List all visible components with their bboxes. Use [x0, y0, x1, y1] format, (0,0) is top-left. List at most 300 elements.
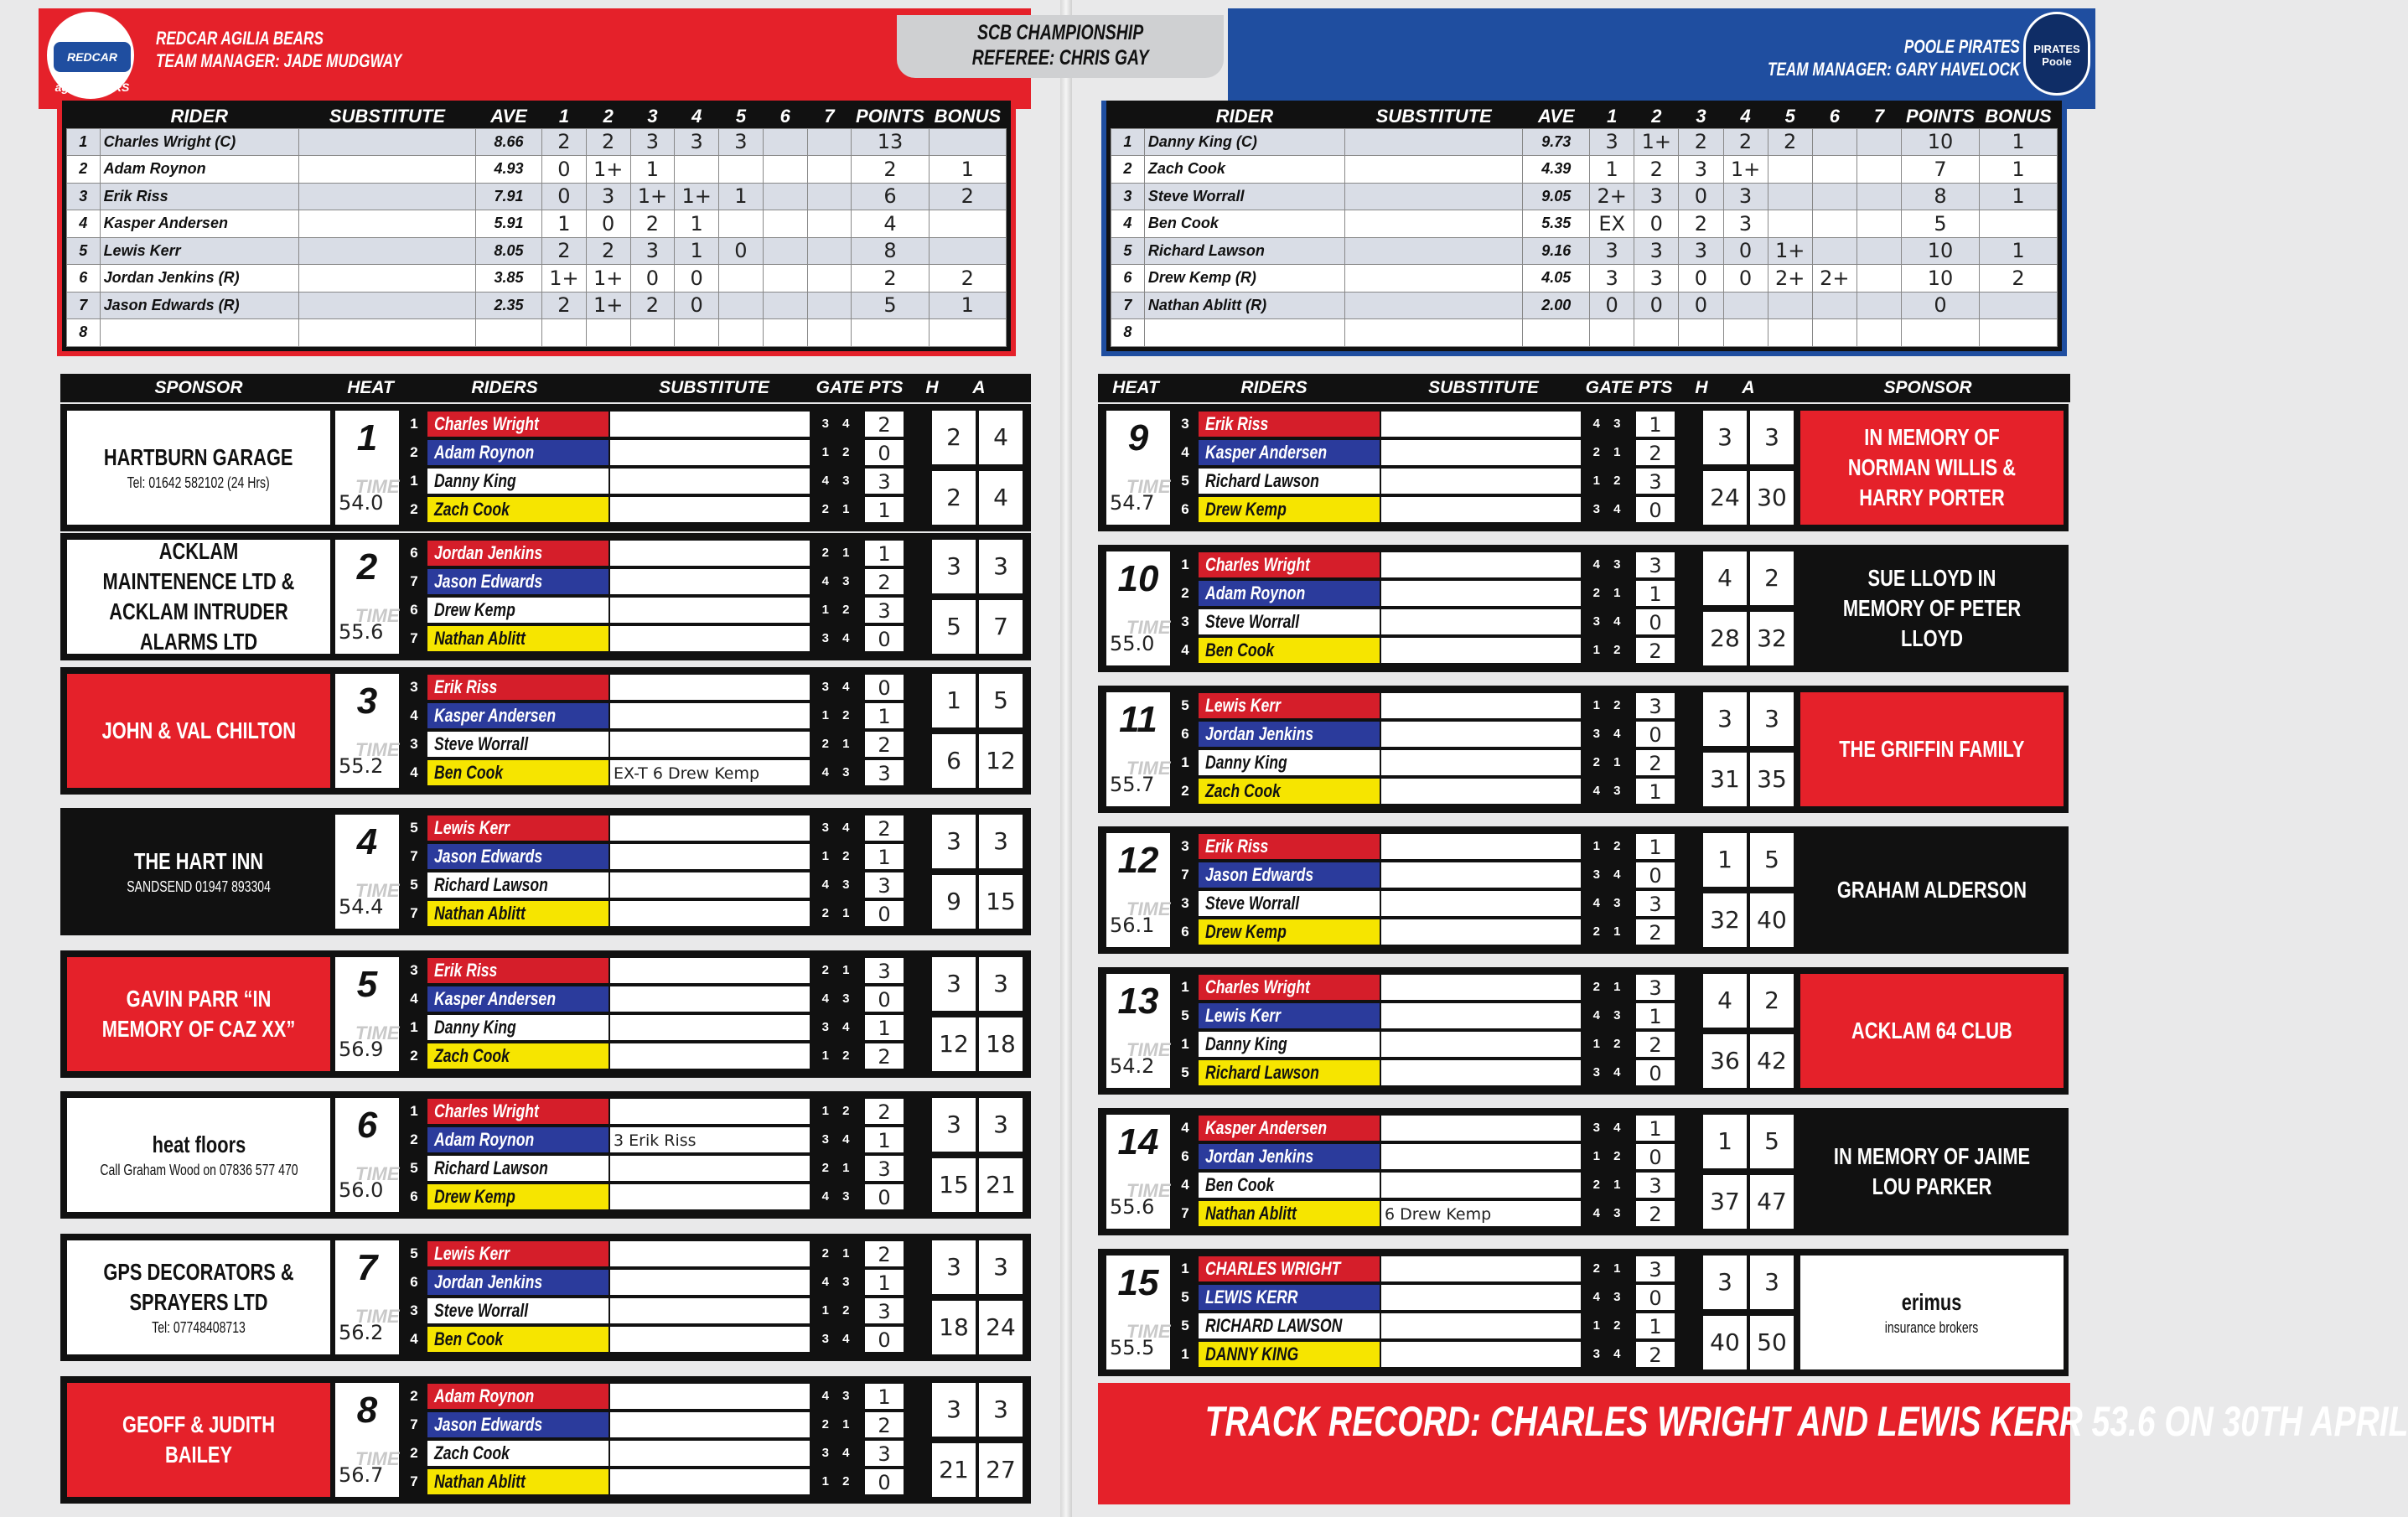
rider-name-blue-helmet — [1199, 722, 1380, 747]
helmet-number: 3 — [410, 679, 418, 695]
time-label: TIME — [1126, 758, 1171, 779]
helmet-number: 4 — [410, 707, 418, 723]
average-cell: 4.05 — [1523, 265, 1590, 293]
rider-number: 3 — [1111, 183, 1145, 210]
heat-time: 56.0 — [339, 1178, 384, 1202]
home-running-total: 28 — [1703, 612, 1747, 665]
rider-points: 3 — [865, 760, 904, 785]
rider-row — [1173, 637, 1685, 664]
rider-points: 0 — [865, 901, 904, 926]
rider-name-blue-helmet — [427, 569, 608, 594]
rider-points: 0 — [1636, 722, 1675, 747]
rider-name: Jordan Jenkins — [1205, 723, 1314, 744]
rider-name-white-helmet — [427, 732, 608, 757]
table-row — [67, 183, 1007, 210]
heat-score-cell — [630, 319, 675, 347]
rider-name: Kasper Andersen — [434, 705, 557, 726]
away-heat-score: 3 — [979, 1240, 1023, 1294]
rider-name: Lewis Kerr — [1205, 1005, 1281, 1026]
rider-row — [402, 468, 914, 494]
heat-riders — [1173, 1256, 1685, 1369]
substitute-cell — [1381, 1144, 1581, 1169]
heat-number-box — [334, 674, 399, 788]
rider-name: Kasper Andersen — [434, 988, 557, 1009]
away-running-total: 12 — [979, 734, 1023, 788]
poole-rider-table — [1111, 105, 2058, 347]
rider-points: 3 — [865, 1298, 904, 1323]
rider-points: 1 — [865, 541, 904, 566]
gate-numbers: 2 1 — [821, 1161, 855, 1175]
substitute-cell — [610, 412, 810, 437]
heat-score-cell — [586, 319, 630, 347]
substitute-cell — [610, 626, 810, 651]
col-riders: RIDERS — [471, 378, 538, 397]
col-header: 7 — [1856, 105, 1901, 128]
away-heat-score: 5 — [1750, 1115, 1794, 1168]
col-header: 5 — [1768, 105, 1812, 128]
rider-name-blue-helmet — [427, 440, 608, 465]
rider-row — [402, 1297, 914, 1324]
time-label: TIME — [355, 739, 400, 760]
substitute-cell — [610, 469, 810, 494]
bonus-cell: 1 — [929, 156, 1006, 184]
heat-score-cell: 3 — [1590, 128, 1634, 156]
heat-score-cell: 1 — [630, 156, 675, 184]
away-running-total: 18 — [979, 1017, 1023, 1071]
rider-points: 2 — [865, 815, 904, 841]
rider-row — [1173, 1031, 1685, 1058]
heat-score-cell — [1812, 292, 1856, 319]
helmet-number: 7 — [410, 573, 418, 589]
rider-name-red-helmet — [1199, 975, 1380, 1000]
sponsor-panel — [1800, 1256, 2064, 1369]
rider-name: Zach Cook — [1144, 156, 1344, 184]
rider-row — [402, 496, 914, 523]
gate-numbers: 4 3 — [821, 765, 855, 779]
col-header: 6 — [1812, 105, 1856, 128]
helmet-number: 3 — [410, 1302, 418, 1318]
gate-numbers: 3 4 — [821, 631, 855, 645]
rider-row — [1173, 1143, 1685, 1170]
away-heat-score: 5 — [979, 674, 1023, 727]
rider-name: Richard Lawson — [1205, 1062, 1319, 1083]
substitute-cell — [610, 569, 810, 594]
track-record-text: TRACK RECORD: CHARLES WRIGHT AND LEWIS KERR 53.6 ON 30TH APRIL — [1204, 1398, 2408, 1445]
col-no — [67, 105, 101, 128]
home-running-total: 37 — [1703, 1175, 1747, 1229]
sponsor-detail: SANDSEND 01947 893304 — [127, 878, 271, 895]
rider-row — [1173, 692, 1685, 719]
rider-name: CHARLES WRIGHT — [1205, 1258, 1341, 1279]
substitute-cell — [610, 703, 810, 728]
helmet-number: 3 — [410, 736, 418, 752]
helmet-number: 1 — [1181, 1346, 1189, 1362]
rider-name: Lewis Kerr — [434, 817, 510, 838]
average-cell — [475, 319, 541, 347]
heat-number-box — [334, 411, 399, 525]
rider-name: Steve Worrall — [1205, 611, 1300, 632]
heat-score-cell — [1812, 183, 1856, 210]
heat-score-cell — [1856, 319, 1901, 347]
helmet-number: 5 — [1181, 697, 1189, 713]
gate-numbers: 2 1 — [1592, 755, 1626, 769]
helmet-number: 7 — [410, 848, 418, 864]
average-cell: 5.35 — [1523, 210, 1590, 238]
heat-score-cell: 3 — [675, 128, 719, 156]
heat-score-cell: 0 — [675, 292, 719, 319]
rider-name: Lewis Kerr — [434, 1243, 510, 1264]
substitute-cell — [610, 844, 810, 869]
home-running-total: 36 — [1703, 1034, 1747, 1088]
rider-name: Zach Cook — [1205, 780, 1281, 801]
rider-name-yellow-helmet — [427, 626, 608, 651]
rider-name-red-helmet — [1199, 412, 1380, 437]
heat-score-cell — [807, 128, 852, 156]
heat-time: 55.6 — [339, 620, 384, 644]
heat-score-cell — [719, 210, 764, 238]
home-heat-score: 3 — [932, 1098, 976, 1152]
rider-name: Ben Cook — [1144, 210, 1344, 238]
substitute-cell — [1381, 581, 1581, 606]
away-heat-score: 3 — [1750, 1256, 1794, 1309]
heat-score-cell: 0 — [1723, 265, 1768, 293]
rider-name: Kasper Andersen — [1205, 442, 1328, 463]
substitute-cell: 3 Erik Riss — [610, 1127, 810, 1152]
gate-numbers: 2 1 — [821, 737, 855, 751]
col-pts: PTS — [868, 378, 904, 397]
home-running-total: 21 — [932, 1443, 976, 1497]
heat-score-cell — [1768, 319, 1812, 347]
helmet-number: 2 — [410, 1388, 418, 1404]
rider-name-white-helmet — [427, 1156, 608, 1181]
rider-name: Charles Wright (C) — [100, 128, 298, 156]
helmet-number: 6 — [410, 1188, 418, 1204]
col-header: 1 — [1590, 105, 1634, 128]
heat-score-cell: 1+ — [630, 183, 675, 210]
heat-score-cell: 3 — [1723, 183, 1768, 210]
gate-numbers: 1 2 — [1592, 1318, 1626, 1333]
substitute-cell — [1381, 891, 1581, 916]
substitute-cell — [610, 1298, 810, 1323]
home-running-total: 9 — [932, 875, 976, 929]
points-cell: 13 — [852, 128, 929, 156]
substitute-cell — [610, 958, 810, 983]
substitute-cell — [610, 440, 810, 465]
rider-points: 2 — [1636, 638, 1675, 663]
rider-row — [402, 411, 914, 437]
col-sponsor: SPONSOR — [154, 378, 243, 397]
sponsor-panel — [67, 1383, 330, 1497]
heat-score-cell — [807, 292, 852, 319]
gate-numbers: 1 2 — [1592, 698, 1626, 712]
heat-score-cell — [763, 210, 807, 238]
col-header: 5 — [719, 105, 764, 128]
bonus-cell — [929, 237, 1006, 265]
substitute-cell — [610, 541, 810, 566]
col-header: 3 — [1679, 105, 1723, 128]
average-cell: 9.16 — [1523, 237, 1590, 265]
heat-score-cell — [1812, 210, 1856, 238]
substitute-cell — [298, 292, 475, 319]
col-h: H — [925, 378, 939, 397]
substitute-cell — [298, 265, 475, 293]
rider-row — [402, 843, 914, 870]
heat-score-cell — [807, 237, 852, 265]
rider-name: Zach Cook — [434, 499, 510, 520]
home-running-total: 24 — [1703, 471, 1747, 525]
rider-name-white-helmet — [427, 598, 608, 623]
average-cell: 9.73 — [1523, 128, 1590, 156]
heat-score-cell: 2+ — [1768, 265, 1812, 293]
helmet-number: 5 — [1181, 1318, 1189, 1333]
heat-card-13 — [1098, 967, 2069, 1095]
helmet-number: 5 — [410, 1160, 418, 1176]
substitute-cell — [1381, 750, 1581, 775]
heat-number: 7 — [356, 1247, 378, 1288]
heat-time: 56.9 — [339, 1038, 384, 1061]
gate-numbers: 3 4 — [1592, 727, 1626, 741]
heat-score-cell — [719, 319, 764, 347]
heat-score-cell — [1856, 183, 1901, 210]
heat-riders — [1173, 974, 1685, 1088]
rider-number: 5 — [67, 237, 101, 265]
rider-name: Drew Kemp — [1205, 921, 1287, 942]
helmet-number: 5 — [1181, 1289, 1189, 1305]
heat-score-cell: 0 — [586, 210, 630, 238]
heat-score-cell: 1 — [675, 210, 719, 238]
rider-points: 3 — [865, 598, 904, 623]
rider-name-white-helmet — [1199, 750, 1380, 775]
rider-points: 1 — [865, 1015, 904, 1040]
home-heat-score: 3 — [932, 1240, 976, 1294]
helmet-number: 5 — [410, 1245, 418, 1261]
rider-number: 2 — [67, 156, 101, 184]
rider-name: Nathan Ablitt — [1205, 1203, 1297, 1224]
rider-row — [402, 759, 914, 786]
rider-name: Ben Cook — [1205, 1174, 1275, 1195]
substitute-cell — [1381, 1116, 1581, 1141]
average-cell: 2.35 — [475, 292, 541, 319]
substitute-cell — [1381, 552, 1581, 577]
rider-row — [1173, 439, 1685, 466]
col-header: 4 — [1723, 105, 1768, 128]
rider-name: Jason Edwards — [1205, 864, 1314, 885]
substitute-cell — [610, 1327, 810, 1352]
heat-time: 55.0 — [1110, 632, 1155, 655]
away-heat-score: 3 — [1750, 692, 1794, 746]
rider-name-white-helmet — [427, 1298, 608, 1323]
rider-points: 0 — [865, 986, 904, 1012]
table-row — [67, 128, 1007, 156]
rider-name: Nathan Ablitt — [434, 1471, 526, 1492]
away-heat-score: 5 — [1750, 833, 1794, 887]
rider-name-red-helmet — [427, 958, 608, 983]
heat-score-cell: 0 — [675, 265, 719, 293]
rider-row — [402, 540, 914, 567]
gate-numbers: 4 3 — [1592, 557, 1626, 572]
substitute-cell — [1381, 693, 1581, 718]
points-cell: 4 — [852, 210, 929, 238]
sponsor-panel — [1800, 692, 2064, 806]
away-heat-score: 2 — [1750, 551, 1794, 605]
rider-row — [1173, 1059, 1685, 1086]
heat-score-cell — [1723, 292, 1768, 319]
heat-score-cell — [763, 237, 807, 265]
gate-numbers: 4 3 — [821, 574, 855, 588]
points-cell: 8 — [852, 237, 929, 265]
rider-name-blue-helmet — [1199, 581, 1380, 606]
rider-name: Steve Worrall — [1205, 893, 1300, 914]
heat-score-cell: 2+ — [1590, 183, 1634, 210]
heat-score-cell — [675, 319, 719, 347]
substitute-cell — [298, 319, 475, 347]
sponsor-panel — [1800, 551, 2064, 665]
table-row — [67, 237, 1007, 265]
table-row — [1111, 210, 2058, 238]
rider-points: 0 — [1636, 1060, 1675, 1085]
rider-name-red-helmet — [427, 1384, 608, 1409]
rider-name-yellow-helmet — [427, 901, 608, 926]
heat-score-cell: 1+ — [542, 265, 587, 293]
heat-score-cell: 2 — [542, 128, 587, 156]
home-running-total: 18 — [932, 1301, 976, 1354]
heat-card-8 — [60, 1376, 1031, 1504]
col-header: 3 — [630, 105, 675, 128]
rider-name: Danny King — [1205, 1033, 1287, 1054]
rider-row — [1173, 468, 1685, 494]
points-cell: 10 — [1902, 128, 1980, 156]
col-header: 2 — [1634, 105, 1679, 128]
rider-name: Richard Lawson — [1205, 470, 1319, 491]
gate-numbers: 3 4 — [821, 1132, 855, 1147]
rider-name: LEWIS KERR — [1205, 1287, 1298, 1307]
substitute-cell — [1381, 1285, 1581, 1310]
rider-points: 1 — [865, 1270, 904, 1295]
heat-time: 56.7 — [339, 1463, 384, 1487]
bonus-cell: 1 — [1979, 237, 2057, 265]
gate-numbers: 2 1 — [821, 963, 855, 977]
rider-name: Drew Kemp (R) — [1144, 265, 1344, 293]
col-header: RIDER — [100, 105, 298, 128]
time-label: TIME — [1126, 476, 1171, 497]
bonus-cell — [1979, 210, 2057, 238]
rider-points: 0 — [865, 1469, 904, 1494]
rider-name-blue-helmet — [1199, 440, 1380, 465]
rider-name: Danny King — [434, 470, 516, 491]
sponsor-name: THE HART INN — [133, 848, 264, 874]
heat-score-cell: 2 — [630, 210, 675, 238]
rider-name: Ben Cook — [434, 762, 504, 783]
sponsor-panel — [1800, 833, 2064, 947]
away-running-total: 47 — [1750, 1175, 1794, 1229]
gate-numbers: 3 4 — [1592, 867, 1626, 882]
rider-row — [1173, 608, 1685, 635]
rider-points: 3 — [865, 1156, 904, 1181]
heat-card-5 — [60, 950, 1031, 1078]
substitute-cell — [1381, 1342, 1581, 1367]
substitute-cell — [1344, 210, 1523, 238]
heat-score-cell: 0 — [630, 265, 675, 293]
gate-numbers: 4 3 — [821, 1189, 855, 1204]
left-heat-header — [60, 374, 1031, 402]
time-label: TIME — [1126, 1321, 1171, 1342]
rider-points: 3 — [865, 872, 904, 898]
home-running-total: 15 — [932, 1158, 976, 1212]
rider-name-white-helmet — [1199, 1313, 1380, 1338]
heat-score-cell: 0 — [542, 156, 587, 184]
table-row — [1111, 292, 2058, 319]
rider-name-yellow-helmet — [427, 760, 608, 785]
home-heat-score: 3 — [1703, 1256, 1747, 1309]
substitute-cell — [610, 815, 810, 841]
away-heat-score: 4 — [979, 411, 1023, 464]
away-heat-score: 3 — [979, 957, 1023, 1011]
substitute-cell — [1381, 609, 1581, 634]
home-heat-score: 3 — [932, 815, 976, 868]
sponsor-name: GAVIN PARR “IN MEMORY OF CAZ XX” — [101, 986, 296, 1042]
heat-score-cell: 0 — [719, 237, 764, 265]
gate-numbers: 2 1 — [821, 906, 855, 920]
heat-score-cell: 1+ — [586, 265, 630, 293]
substitute-cell — [610, 1184, 810, 1209]
heat-score-cell — [1590, 319, 1634, 347]
rider-name-white-helmet — [427, 469, 608, 494]
gate-numbers: 3 4 — [821, 1332, 855, 1346]
heat-score-cell: 2 — [1634, 156, 1679, 184]
rider-row — [1173, 496, 1685, 523]
rider-name-blue-helmet — [1199, 1285, 1380, 1310]
helmet-number: 4 — [1181, 642, 1189, 658]
heat-score-cell — [542, 319, 587, 347]
rider-row — [1173, 974, 1685, 1001]
rider-name-blue-helmet — [1199, 1144, 1380, 1169]
heat-time: 55.2 — [339, 754, 384, 778]
heat-time: 54.2 — [1110, 1054, 1155, 1078]
rider-number: 3 — [67, 183, 101, 210]
points-cell: 10 — [1902, 237, 1980, 265]
table-row — [67, 156, 1007, 184]
heat-riders — [1173, 833, 1685, 947]
heat-riders — [1173, 411, 1685, 525]
home-heat-score: 3 — [932, 1383, 976, 1437]
gate-numbers: 4 3 — [821, 991, 855, 1006]
substitute-cell — [1381, 412, 1581, 437]
heat-score-cell — [1768, 183, 1812, 210]
rider-row — [402, 900, 914, 927]
track-record-banner — [1098, 1383, 2408, 1504]
bonus-cell — [929, 210, 1006, 238]
heat-riders — [402, 815, 914, 929]
substitute-cell — [610, 1384, 810, 1409]
rider-points: 3 — [1636, 891, 1675, 916]
substitute-cell — [610, 1241, 810, 1266]
heat-card-14 — [1098, 1108, 2069, 1235]
heat-score-cell: 2 — [542, 292, 587, 319]
substitute-cell — [1344, 183, 1523, 210]
bonus-cell: 1 — [1979, 156, 2057, 184]
rider-row — [402, 674, 914, 701]
gate-numbers: 3 4 — [821, 821, 855, 835]
heat-number: 8 — [356, 1390, 378, 1431]
home-running-total: 40 — [1703, 1316, 1747, 1369]
sponsor-detail: Tel: 07748408713 — [152, 1319, 246, 1336]
rider-name-red-helmet — [1199, 1256, 1380, 1281]
rider-points: 2 — [865, 412, 904, 437]
rider-number: 1 — [67, 128, 101, 156]
home-running-total: 12 — [932, 1017, 976, 1071]
heat-score-cell: 0 — [1634, 210, 1679, 238]
rider-row — [402, 568, 914, 595]
